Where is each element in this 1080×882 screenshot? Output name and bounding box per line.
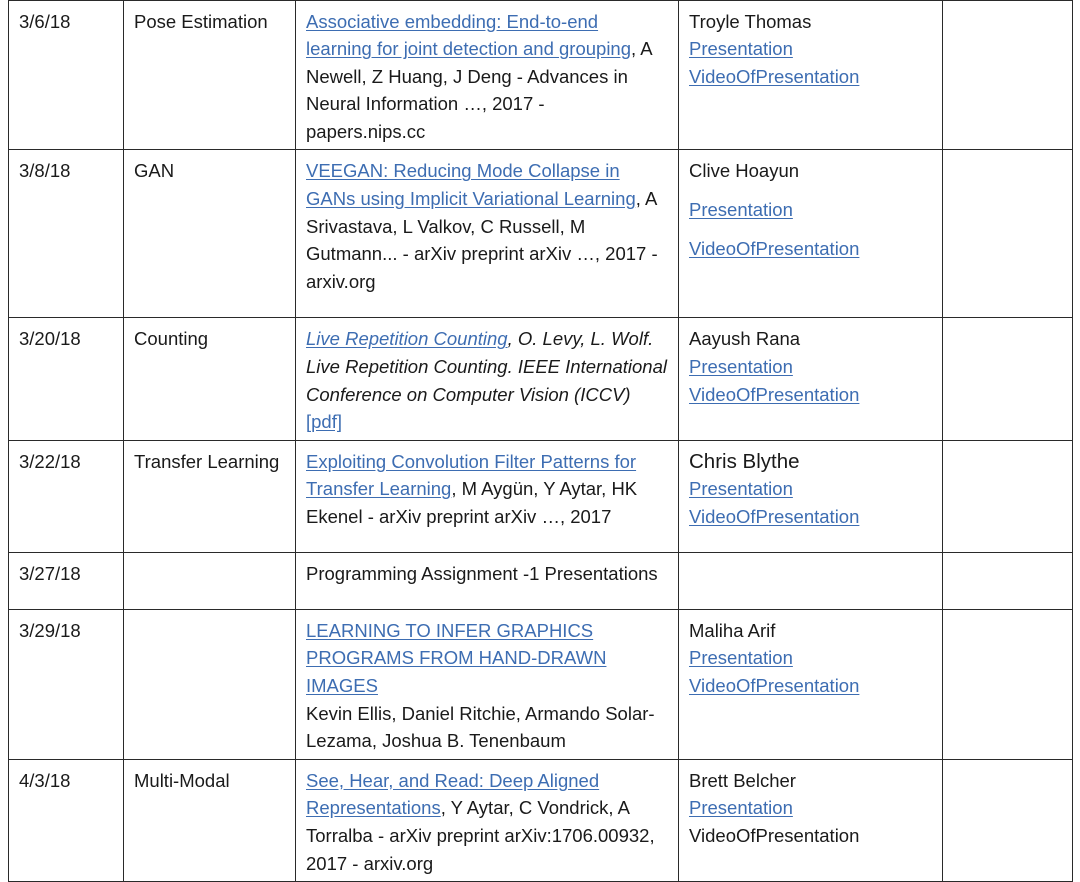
topic-cell: Counting: [124, 318, 296, 440]
presentation-link[interactable]: Presentation: [689, 199, 793, 221]
table-row: [9, 609, 1073, 759]
topic-cell: [124, 609, 296, 759]
topic-cell: GAN: [124, 150, 296, 318]
presenter-cell: [679, 0, 943, 150]
paper-citation: , M Aygün, Y Aytar, HK Ekenel - arXiv preprint arXiv …, 2017: [306, 478, 638, 528]
date-cell: 3/6/18: [9, 0, 124, 150]
date-cell: 3/8/18: [9, 150, 124, 318]
paper-cell: [296, 440, 679, 552]
table-row: [9, 552, 1073, 609]
presenter-name: Troyle Thomas: [689, 10, 812, 32]
date-cell: 3/22/18: [9, 440, 124, 552]
video-link[interactable]: VideoOfPresentation: [689, 65, 860, 87]
extra-cell: [943, 150, 1073, 318]
paper-link[interactable]: VEEGAN: Reducing Mode Collapse in GANs using Implicit Variational Learning: [306, 160, 636, 210]
video-link[interactable]: VideoOfPresentation: [689, 675, 860, 697]
date-cell: 3/29/18: [9, 609, 124, 759]
table-row: [9, 318, 1073, 440]
date-cell: 4/3/18: [9, 759, 124, 881]
table-row: [9, 150, 1073, 318]
topic-cell: [124, 552, 296, 609]
paper-link[interactable]: Associative embedding: End-to-end learning for joint detection and grouping: [306, 10, 632, 60]
video-link[interactable]: VideoOfPresentation: [689, 237, 860, 259]
presenter-cell: [679, 759, 943, 881]
paper-link[interactable]: Exploiting Convolution Filter Patterns for Transfer Learning: [306, 450, 637, 500]
video-text: VideoOfPresentation: [689, 825, 860, 846]
presenter-cell: [679, 609, 943, 759]
paper-cell: [296, 150, 679, 318]
paper-citation: , A Srivastava, L Valkov, C Russell, M Gutmann... - arXiv preprint arXiv …, 2017 - arxiv.org: [306, 188, 658, 292]
date-cell: 3/27/18: [9, 552, 124, 609]
paper-cell: [296, 0, 679, 150]
paper-cell: Programming Assignment -1 Presentations: [296, 552, 679, 609]
extra-cell: [943, 440, 1073, 552]
presentation-link[interactable]: Presentation: [689, 797, 793, 819]
video-link[interactable]: VideoOfPresentation: [689, 383, 860, 405]
presenter-cell: [679, 552, 943, 609]
presenter-name: Chris Blythe: [689, 449, 800, 473]
paper-link[interactable]: Live Repetition Counting: [306, 328, 508, 350]
extra-cell: [943, 318, 1073, 440]
paper-cell: [296, 609, 679, 759]
paper-citation: Kevin Ellis, Daniel Ritchie, Armando Solar-Lezama, Joshua B. Tenenbaum: [306, 702, 655, 752]
video-link[interactable]: VideoOfPresentation: [689, 506, 860, 528]
table-row: [9, 440, 1073, 552]
date-cell: 3/20/18: [9, 318, 124, 440]
topic-cell: Multi-Modal: [124, 759, 296, 881]
topic-cell: Pose Estimation: [124, 0, 296, 150]
topic-cell: Transfer Learning: [124, 440, 296, 552]
pdf-link[interactable]: [pdf]: [306, 411, 342, 433]
table-row: [9, 0, 1073, 150]
presentation-link[interactable]: Presentation: [689, 478, 793, 500]
presenter-cell: [679, 440, 943, 552]
presentation-link[interactable]: Presentation: [689, 647, 793, 669]
paper-cell: [296, 318, 679, 440]
presenter-name: Maliha Arif: [689, 619, 776, 641]
schedule-table: [8, 0, 1073, 882]
presenter-name: Aayush Rana: [689, 328, 801, 350]
paper-citation: , A Newell, Z Huang, J Deng - Advances in Neural Information …, 2017 - papers.nips.cc: [306, 38, 652, 142]
presentation-link[interactable]: Presentation: [689, 38, 793, 60]
presenter-name: Brett Belcher: [689, 769, 796, 791]
extra-cell: [943, 0, 1073, 150]
extra-cell: [943, 759, 1073, 881]
presenter-cell: [679, 318, 943, 440]
presenter-name: Clive Hoayun: [689, 160, 800, 182]
paper-citation: , O. Levy, L. Wolf. Live Repetition Counting. IEEE International Conference on Computer Vision (ICCV): [306, 328, 667, 405]
extra-cell: [943, 609, 1073, 759]
table-row: [9, 759, 1073, 881]
paper-link[interactable]: LEARNING TO INFER GRAPHICS PROGRAMS FROM HAND-DRAWN IMAGES: [306, 619, 607, 697]
presenter-cell: [679, 150, 943, 318]
paper-link[interactable]: See, Hear, and Read: Deep Aligned Representations: [306, 769, 600, 819]
extra-cell: [943, 552, 1073, 609]
paper-citation: , Y Aytar, C Vondrick, A Torralba - arXiv preprint arXiv:1706.00932, 2017 - arxiv.org: [306, 797, 655, 874]
presentation-link[interactable]: Presentation: [689, 356, 793, 378]
paper-cell: [296, 759, 679, 881]
